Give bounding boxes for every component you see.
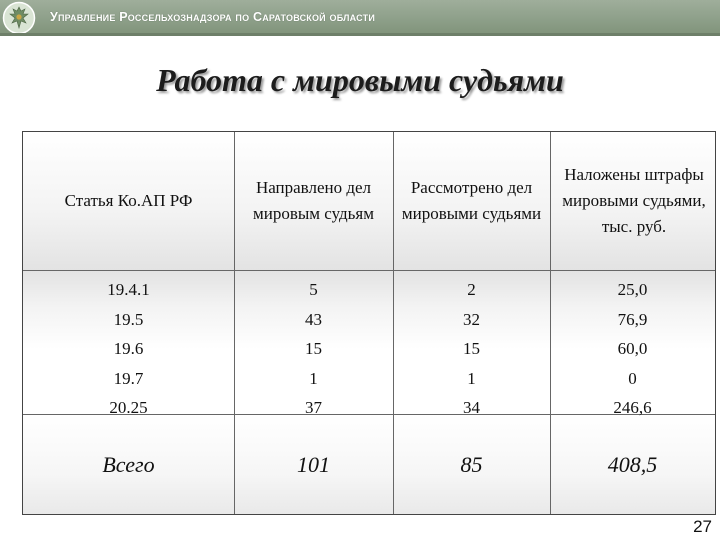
table-cell: 20.25 [109,398,148,417]
header-bar [0,0,720,36]
header-divider [23,270,715,271]
reviewed-column [393,275,550,417]
table-cell: 246,6 [613,398,652,417]
column-header-article: Статья Ко.АП РФ [64,191,193,210]
table-cell: 15 [305,339,322,358]
table-cell: 19.5 [113,309,144,329]
eagle-emblem-icon [2,1,36,35]
column-header-sent: Направлено дел мировым судьям [252,178,375,223]
table-cell: 19.6 [113,339,144,358]
table-cell: 2 [467,280,476,299]
table-cell: 60,0 [617,339,648,358]
total-fines: 408,5 [607,451,658,477]
table-cell: 1 [467,368,476,388]
table-cell: 19.7 [113,368,144,388]
table-cell: 1 [309,368,318,388]
organization-title: Управление Россельхознадзора по Саратовской области [50,10,376,24]
fines-column [550,275,715,417]
table-cell: 0 [628,368,637,388]
total-sent: 101 [297,451,330,477]
article-column [23,275,234,417]
table-cell: 32 [463,309,480,329]
table-cell: 25,0 [617,280,648,299]
total-label: Всего [102,451,155,477]
table-cell: 15 [463,339,480,358]
page-title: Работа с мировыми судьями [156,62,564,98]
statistics-table [22,131,716,515]
sent-column [234,275,393,417]
table-cell: 76,9 [617,309,648,329]
table-cell: 43 [305,309,322,329]
table-cell: 34 [463,398,480,417]
table-cell: 37 [305,398,322,417]
column-header-reviewed: Рассмотрено дел мировыми судьями [401,178,542,223]
table-cell: 5 [309,280,318,299]
column-header-fines: Наложены штрафы мировыми судьями, тыс. руб. [562,165,706,236]
total-reviewed: 85 [460,451,483,477]
table-cell: 19.4.1 [107,280,150,299]
page-number: 27 [693,517,712,536]
